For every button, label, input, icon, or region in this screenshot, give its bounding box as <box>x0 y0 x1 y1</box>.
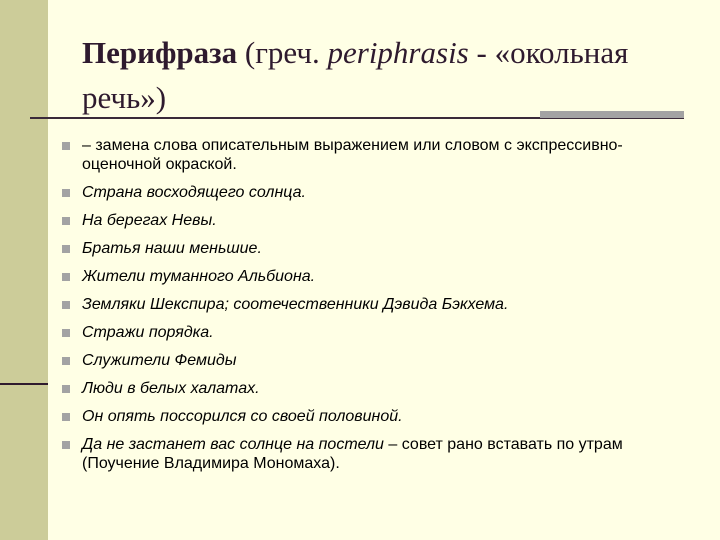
bullet-list <box>62 136 682 482</box>
title-open: (греч. <box>237 35 328 70</box>
title-term: Перифраза <box>82 35 238 70</box>
title-underline-accent <box>540 111 684 118</box>
item-italic-text: Да не застанет вас солнце на постели <box>82 436 389 453</box>
item-italic-text: Стражи порядка. <box>82 324 214 341</box>
list-item <box>62 211 682 230</box>
square-bullet-icon <box>62 329 70 337</box>
item-italic-text: Жители туманного Альбиона. <box>82 268 316 285</box>
list-item <box>62 323 682 342</box>
list-item <box>62 295 682 314</box>
square-bullet-icon <box>62 413 70 421</box>
item-italic-text: Страна восходящего солнца. <box>82 184 306 201</box>
square-bullet-icon <box>62 142 70 150</box>
square-bullet-icon <box>62 217 70 225</box>
square-bullet-icon <box>62 245 70 253</box>
square-bullet-icon <box>62 441 70 449</box>
title-close: - «окольная речь») <box>82 35 629 115</box>
item-italic-text: На берегах Невы. <box>82 212 217 229</box>
item-italic-text: Люди в белых халатах. <box>82 380 260 397</box>
item-italic-text: Земляки Шекспира; соотечественники Дэвида Бэкхема. <box>82 296 509 313</box>
item-italic-text: Он опять поссорился со своей половиной. <box>82 408 403 425</box>
title-greek-word: periphrasis <box>327 35 469 70</box>
side-accent-divider <box>0 383 48 385</box>
item-italic-text: Братья наши меньшие. <box>82 240 262 257</box>
square-bullet-icon <box>62 385 70 393</box>
item-text: – замена слова описательным выражением или словом с экспрессивно-оценочной окраской. <box>82 137 623 173</box>
list-item <box>62 183 682 202</box>
list-item <box>62 267 682 286</box>
list-item <box>62 407 682 426</box>
item-italic-text: Служители Фемиды <box>82 352 237 369</box>
square-bullet-icon <box>62 273 70 281</box>
square-bullet-icon <box>62 357 70 365</box>
list-item <box>62 136 682 174</box>
list-item <box>62 379 682 398</box>
slide-title <box>82 30 702 120</box>
list-item <box>62 435 682 473</box>
square-bullet-icon <box>62 189 70 197</box>
square-bullet-icon <box>62 301 70 309</box>
list-item <box>62 239 682 258</box>
list-item <box>62 351 682 370</box>
side-accent-bar <box>0 0 48 540</box>
item-text: – совет рано вставать по утрам (Поучение Владимира Мономаха). <box>82 436 623 472</box>
